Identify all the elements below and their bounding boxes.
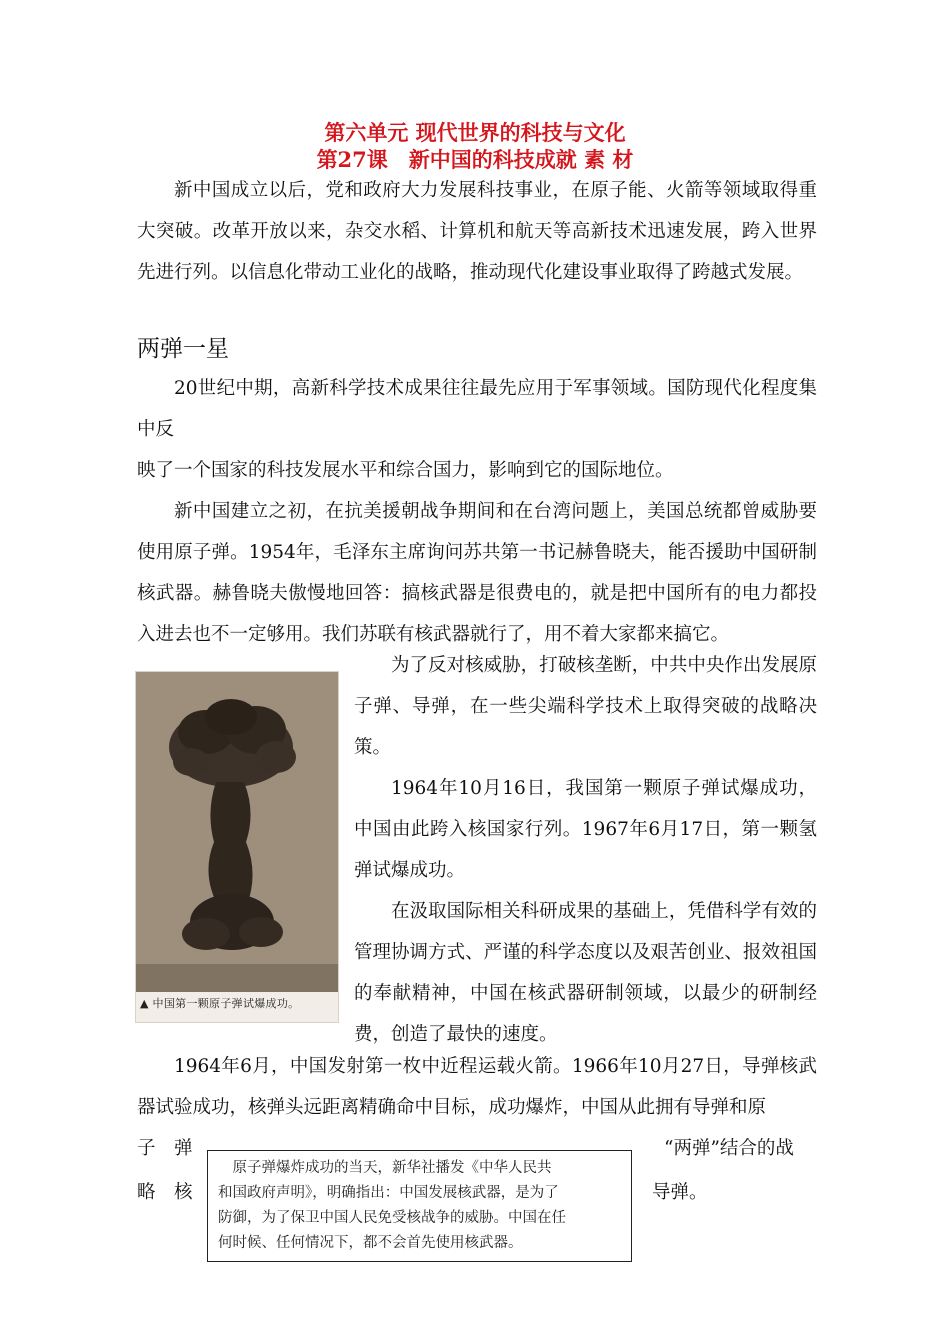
wrap-fragment-left-1: 子 弹 <box>137 1138 193 1159</box>
side-paragraph-1: 为了反对核威胁，打破核垄断，中共中央作出发展原子弹、导弹，在一些尖端科学技术上取得突破的战略决策。 <box>354 655 817 758</box>
mushroom-cloud-image <box>136 672 338 1022</box>
mushroom-cloud-photo <box>135 671 339 1023</box>
unit-title: 第六单元 现代世界的科技与文化 <box>324 120 626 145</box>
lesson-title: 第27课 新中国的科技成就 素 材 <box>316 147 634 172</box>
intro-text: 新中国成立以后，党和政府大力发展科技事业，在原子能、火箭等领域取得重大突破。改革开放以来，杂交水稻、计算机和航天等高新技术迅速发展，跨入世界先进行列。以信息化带动工业化的战略，推动现代化建设事业取得了跨越式发展。 <box>137 180 817 283</box>
paragraph-1 <box>137 368 817 655</box>
side-text <box>354 645 817 1055</box>
statement-line-1: 原子弹爆炸成功的当天，新华社播发《中华人民共 <box>218 1160 552 1176</box>
paragraph-3 <box>137 1046 817 1128</box>
wrap-fragment-right-2: 导弹。 <box>652 1182 708 1203</box>
wrap-fragment-right-1: “两弹”结合的战 <box>664 1138 794 1159</box>
figure-caption: ▲ 中国第一颗原子弹试爆成功。 <box>140 997 300 1010</box>
paragraph-1-b: 映了一个国家的科技发展水平和综合国力，影响到它的国际地位。 <box>137 460 674 481</box>
paragraph-3-text: 1964年6月，中国发射第一枚中近程运载火箭。1966年10月27日，导弹核武器试验成功，核弹头远距离精确命中目标，成功爆炸，中国从此拥有导弹和原 <box>137 1056 817 1118</box>
paragraph-1-a: 20世纪中期，高新科学技术成果往往最先应用于军事领域。国防现代化程度集中反 <box>137 378 817 440</box>
statement-line-4: 何时候、任何情况下，都不会首先使用核武器。 <box>218 1235 523 1251</box>
side-paragraph-3: 在汲取国际相关科研成果的基础上，凭借科学有效的管理协调方式、严谨的科学态度以及艰苦创业、报效祖国的奉献精神，中国在核武器研制领域，以最少的研制经费，创造了最快的速度。 <box>354 901 817 1045</box>
intro-paragraph <box>137 170 817 293</box>
government-statement-box <box>207 1150 632 1262</box>
statement-line-2: 和国政府声明》，明确指出：中国发展核武器，是为了 <box>218 1185 559 1201</box>
wrap-fragment-left-2: 略 核 <box>137 1182 193 1203</box>
section-heading: 两弹一星 <box>137 336 229 362</box>
statement-line-3: 防御，为了保卫中国人民免受核战争的威胁。中国在任 <box>218 1210 566 1226</box>
paragraph-2: 新中国建立之初，在抗美援朝战争期间和在台湾问题上，美国总统都曾威胁要使用原子弹。1954年，毛泽东主席询问苏共第一书记赫鲁晓夫，能否援助中国研制核武器。赫鲁晓夫傲慢地回答：搞核武器是很费电的，就是把中国所有的电力都投入进去也不一定够用。我们苏联有核武器就行了，用不着大家都来搞它。 <box>137 501 817 645</box>
side-paragraph-2: 1964年10月16日，我国第一颗原子弹试爆成功，中国由此跨入核国家行列。1967年6月17日，第一颗氢弹试爆成功。 <box>354 778 817 881</box>
